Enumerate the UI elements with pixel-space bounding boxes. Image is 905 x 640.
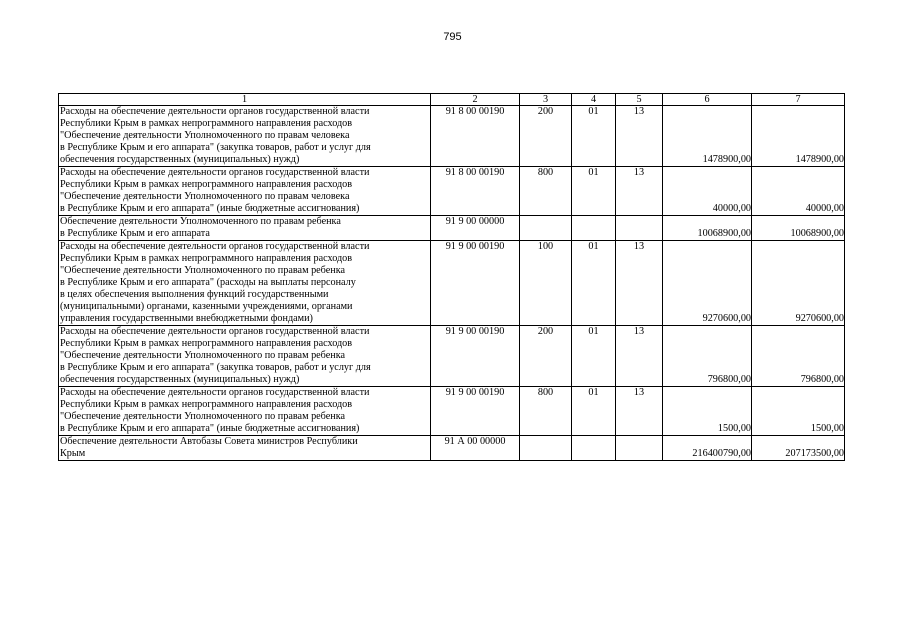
amount-year-2: 1478900,00 — [752, 106, 845, 167]
budget-table — [58, 93, 845, 461]
expense-type-code — [520, 436, 572, 461]
expense-description: Расходы на обеспечение деятельности органов государственной власти Республики Крым в рамках непрограммного направления расходов "Обеспечение деятельности Уполномоченного по правам ребенка в Республике Крым и его аппарата" (иные бюджетные ассигнования) — [59, 387, 431, 436]
section-code: 01 — [572, 106, 616, 167]
amount-year-2: 10068900,00 — [752, 216, 845, 241]
target-article-code: 91 8 00 00190 — [431, 167, 520, 216]
header-cell: 3 — [520, 94, 572, 106]
header-cell: 2 — [431, 94, 520, 106]
amount-year-2: 207173500,00 — [752, 436, 845, 461]
amount-year-1: 9270600,00 — [663, 241, 752, 326]
table-row — [59, 216, 845, 241]
amount-year-2: 796800,00 — [752, 326, 845, 387]
section-code: 01 — [572, 387, 616, 436]
target-article-code: 91 А 00 00000 — [431, 436, 520, 461]
section-code: 01 — [572, 241, 616, 326]
amount-year-2: 1500,00 — [752, 387, 845, 436]
expense-type-code: 200 — [520, 326, 572, 387]
expense-type-code: 100 — [520, 241, 572, 326]
amount-year-1: 1478900,00 — [663, 106, 752, 167]
target-article-code: 91 9 00 00000 — [431, 216, 520, 241]
amount-year-1: 1500,00 — [663, 387, 752, 436]
amount-year-2: 40000,00 — [752, 167, 845, 216]
table-row — [59, 106, 845, 167]
section-code — [572, 216, 616, 241]
table-row — [59, 436, 845, 461]
section-code — [572, 436, 616, 461]
subsection-code: 13 — [616, 326, 663, 387]
amount-year-1: 40000,00 — [663, 167, 752, 216]
target-article-code: 91 9 00 00190 — [431, 387, 520, 436]
subsection-code: 13 — [616, 241, 663, 326]
amount-year-1: 10068900,00 — [663, 216, 752, 241]
amount-year-2: 9270600,00 — [752, 241, 845, 326]
section-code: 01 — [572, 326, 616, 387]
amount-year-1: 216400790,00 — [663, 436, 752, 461]
expense-description: Расходы на обеспечение деятельности органов государственной власти Республики Крым в рамках непрограммного направления расходов "Обеспечение деятельности Уполномоченного по правам ребенка в Республике Крым и его аппарата" (расходы на выплаты персоналу в целях обеспечения выполнения функций государственными (муниципальными) органами, казенными учреждениями, органами управления государственными внебюджетными фондами) — [59, 241, 431, 326]
target-article-code: 91 9 00 00190 — [431, 241, 520, 326]
expense-type-code — [520, 216, 572, 241]
table-header-row — [59, 94, 845, 106]
table-row — [59, 387, 845, 436]
header-cell: 7 — [752, 94, 845, 106]
amount-year-1: 796800,00 — [663, 326, 752, 387]
header-cell: 1 — [59, 94, 431, 106]
expense-description: Расходы на обеспечение деятельности органов государственной власти Республики Крым в рамках непрограммного направления расходов "Обеспечение деятельности Уполномоченного по правам человека в Республике Крым и его аппарата" (закупка товаров, работ и услуг для обеспечения государственных (муниципальных) нужд) — [59, 106, 431, 167]
table-row — [59, 167, 845, 216]
subsection-code: 13 — [616, 387, 663, 436]
header-cell: 6 — [663, 94, 752, 106]
expense-description: Обеспечение деятельности Автобазы Совета министров Республики Крым — [59, 436, 431, 461]
table-row — [59, 326, 845, 387]
expense-type-code: 200 — [520, 106, 572, 167]
header-cell: 5 — [616, 94, 663, 106]
target-article-code: 91 8 00 00190 — [431, 106, 520, 167]
subsection-code — [616, 216, 663, 241]
section-code: 01 — [572, 167, 616, 216]
expense-type-code: 800 — [520, 387, 572, 436]
subsection-code: 13 — [616, 106, 663, 167]
subsection-code: 13 — [616, 167, 663, 216]
expense-description: Расходы на обеспечение деятельности органов государственной власти Республики Крым в рамках непрограммного направления расходов "Обеспечение деятельности Уполномоченного по правам человека в Республике Крым и его аппарата" (иные бюджетные ассигнования) — [59, 167, 431, 216]
expense-description: Расходы на обеспечение деятельности органов государственной власти Республики Крым в рамках непрограммного направления расходов "Обеспечение деятельности Уполномоченного по правам ребенка в Республике Крым и его аппарата" (закупка товаров, работ и услуг для обеспечения государственных (муниципальных) нужд) — [59, 326, 431, 387]
expense-description: Обеспечение деятельности Уполномоченного по правам ребенка в Республике Крым и его аппарата — [59, 216, 431, 241]
expense-type-code: 800 — [520, 167, 572, 216]
header-cell: 4 — [572, 94, 616, 106]
table-row — [59, 241, 845, 326]
subsection-code — [616, 436, 663, 461]
target-article-code: 91 9 00 00190 — [431, 326, 520, 387]
page-number: 795 — [443, 31, 462, 43]
